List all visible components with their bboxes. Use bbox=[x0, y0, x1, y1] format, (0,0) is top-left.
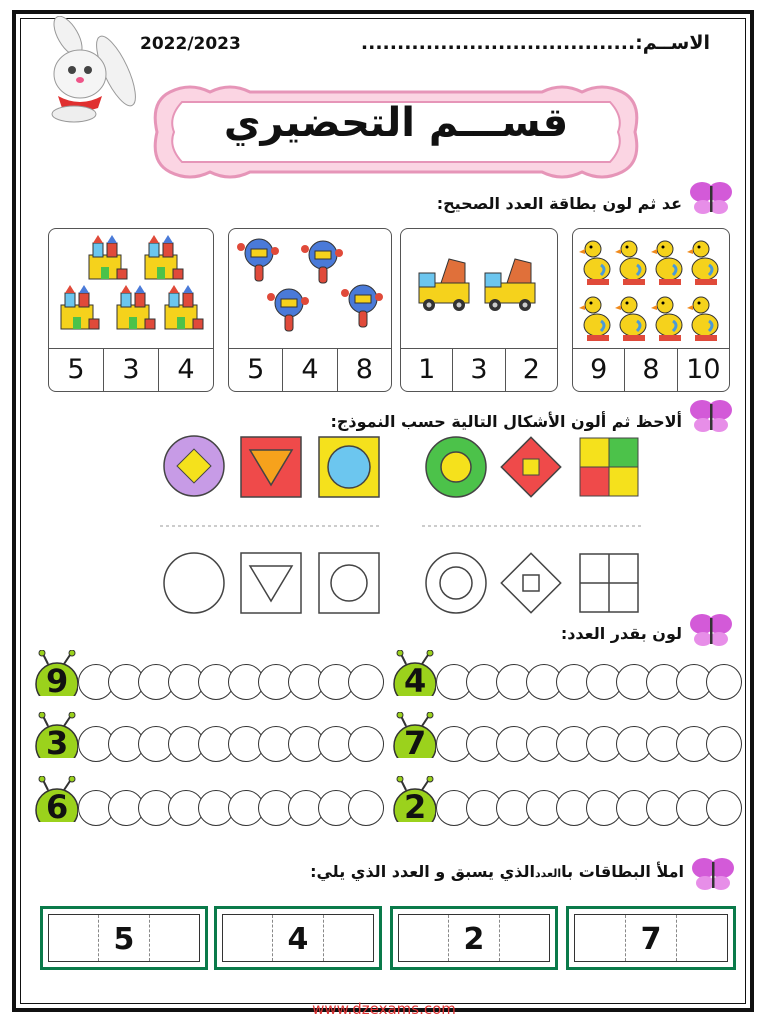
count-option[interactable]: 2 bbox=[505, 349, 557, 391]
castle-icons bbox=[49, 229, 213, 347]
model-square-quarters bbox=[580, 438, 638, 496]
given-number: 2 bbox=[448, 915, 498, 961]
watermark: www.dzexams.com bbox=[312, 1000, 456, 1018]
number-card bbox=[390, 906, 558, 970]
count-option[interactable]: 9 bbox=[590, 354, 608, 385]
caterpillar-segment[interactable] bbox=[706, 664, 742, 700]
model-square-circle bbox=[319, 437, 379, 497]
duck-icon bbox=[579, 297, 610, 341]
shapes-exercise bbox=[150, 430, 660, 620]
after-slot[interactable] bbox=[676, 915, 727, 961]
count-option[interactable]: 3 bbox=[452, 349, 504, 391]
count-option[interactable]: 10 bbox=[677, 349, 729, 391]
castle-icon bbox=[61, 285, 99, 329]
after-slot[interactable] bbox=[323, 915, 373, 961]
title-banner bbox=[130, 82, 662, 182]
caterpillar-number: 4 bbox=[404, 662, 427, 700]
name-field[interactable]: الاســم:...................................... bbox=[360, 32, 710, 54]
count-card-castles bbox=[48, 228, 214, 392]
truck-icon bbox=[419, 259, 469, 311]
after-slot[interactable] bbox=[149, 915, 199, 961]
count-option[interactable]: 8 bbox=[624, 349, 676, 391]
school-year: 2022/2023 bbox=[140, 34, 241, 54]
count-card-trucks bbox=[400, 228, 558, 392]
truck-icons bbox=[401, 229, 557, 347]
number-card bbox=[214, 906, 382, 970]
caterpillar-number: 6 bbox=[46, 788, 69, 826]
page-title: قســـم التحضيري bbox=[223, 100, 569, 146]
caterpillar-number: 7 bbox=[404, 724, 427, 762]
toy-gun-icon bbox=[341, 285, 383, 327]
butterfly-icon bbox=[688, 398, 734, 434]
bunny-illustration bbox=[28, 16, 138, 126]
duck-icon bbox=[615, 241, 646, 285]
toy-gun-icons bbox=[229, 229, 391, 347]
count-option[interactable]: 4 bbox=[158, 349, 213, 391]
duck-icons bbox=[573, 229, 729, 347]
duck-icon bbox=[651, 241, 682, 285]
count-option[interactable]: 3 bbox=[103, 349, 158, 391]
model-square-triangle bbox=[241, 437, 301, 497]
before-slot[interactable] bbox=[399, 915, 448, 961]
caterpillar-number: 3 bbox=[46, 724, 69, 762]
model-diamond-square bbox=[501, 437, 560, 496]
caterpillar-segment[interactable] bbox=[348, 664, 384, 700]
count-option[interactable]: 5 bbox=[247, 354, 265, 385]
toy-gun-icon bbox=[237, 239, 279, 281]
before-slot[interactable] bbox=[575, 915, 625, 961]
model-circle-diamond bbox=[164, 436, 224, 496]
castle-icon bbox=[145, 235, 183, 279]
caterpillar-segment[interactable] bbox=[706, 726, 742, 762]
count-option[interactable]: 1 bbox=[418, 354, 436, 385]
caterpillar-segment[interactable] bbox=[348, 726, 384, 762]
duck-icon bbox=[579, 241, 610, 285]
caterpillar-segment[interactable] bbox=[706, 790, 742, 826]
instruction-count-color: عد ثم لون بطاقة العدد الصحيح: bbox=[436, 194, 682, 213]
caterpillar-number: 9 bbox=[46, 662, 69, 700]
count-card-toy-guns bbox=[228, 228, 392, 392]
duck-icon bbox=[651, 297, 682, 341]
model-circle-ring bbox=[426, 437, 486, 497]
castle-icon bbox=[165, 285, 203, 329]
number-card bbox=[566, 906, 736, 970]
instruction-observe-color: ألاحظ ثم ألون الأشكال التالية حسب النموذج: bbox=[330, 412, 682, 431]
caterpillar-segment[interactable] bbox=[348, 790, 384, 826]
caterpillar-number: 2 bbox=[404, 788, 427, 826]
instruction-fill-cards: املأ البطاقات باالعددالذي يسبق و العدد الذي يلي: bbox=[310, 862, 684, 881]
after-slot[interactable] bbox=[499, 915, 549, 961]
butterfly-icon bbox=[688, 180, 734, 216]
castle-icon bbox=[117, 285, 155, 329]
toy-gun-icon bbox=[301, 241, 343, 283]
given-number: 7 bbox=[625, 915, 676, 961]
truck-icon bbox=[485, 259, 535, 311]
butterfly-icon bbox=[690, 856, 736, 892]
count-option[interactable]: 8 bbox=[337, 349, 391, 391]
number-card bbox=[40, 906, 208, 970]
count-option[interactable]: 5 bbox=[67, 354, 85, 385]
butterfly-icon bbox=[688, 612, 734, 648]
castle-icon bbox=[89, 235, 127, 279]
given-number: 4 bbox=[272, 915, 322, 961]
before-slot[interactable] bbox=[223, 915, 272, 961]
before-slot[interactable] bbox=[49, 915, 98, 961]
blank-circle bbox=[164, 553, 224, 613]
toy-gun-icon bbox=[267, 289, 309, 331]
count-option[interactable]: 4 bbox=[282, 349, 336, 391]
given-number: 5 bbox=[98, 915, 148, 961]
duck-icon bbox=[687, 241, 718, 285]
duck-icon bbox=[687, 297, 718, 341]
instruction-color-count: لون بقدر العدد: bbox=[560, 624, 682, 643]
duck-icon bbox=[615, 297, 646, 341]
count-card-ducks bbox=[572, 228, 730, 392]
